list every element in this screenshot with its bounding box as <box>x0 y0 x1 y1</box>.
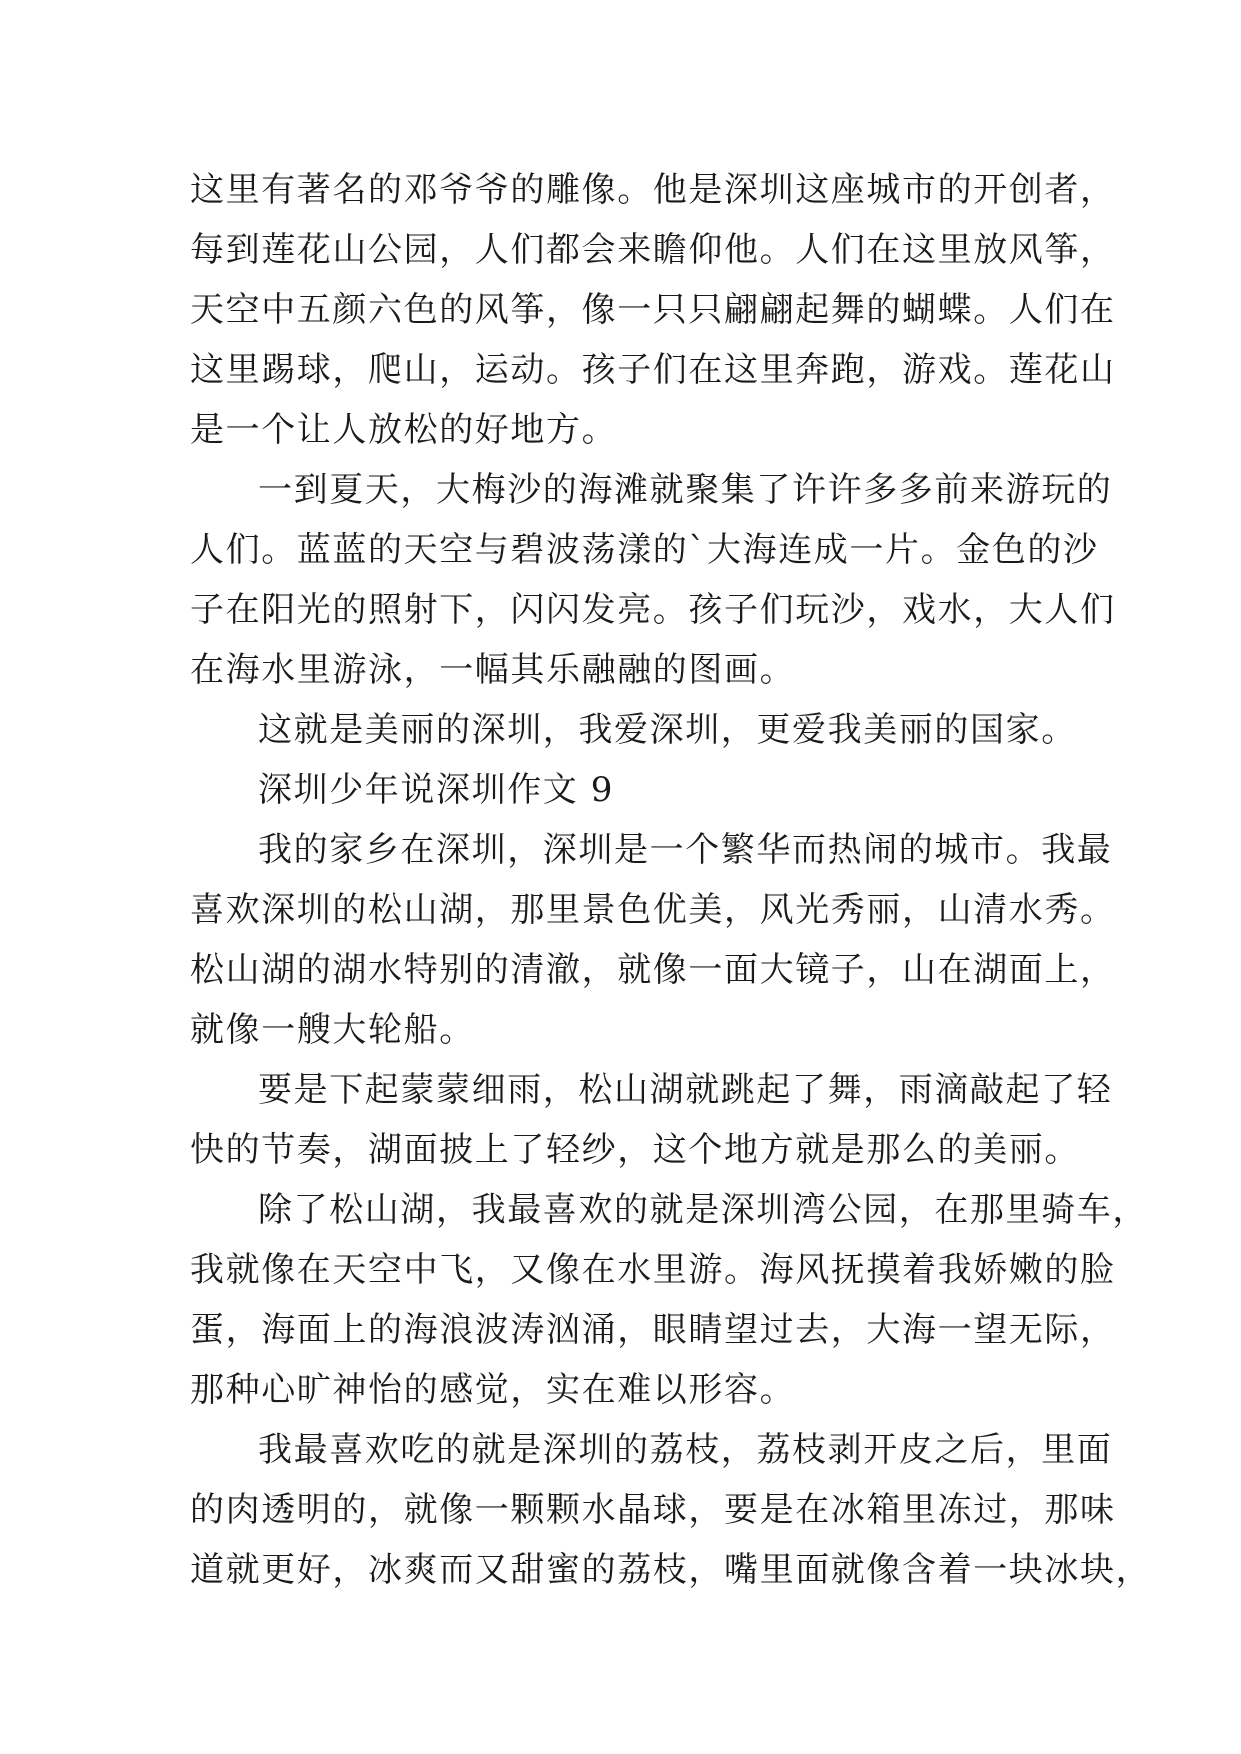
text-line: 松山湖的湖水特别的清澈，就像一面大镜子，山在湖面上， <box>190 950 1116 990</box>
text-line: 每到莲花山公园，人们都会来瞻仰他。人们在这里放风筝， <box>190 230 1116 270</box>
text-line: 子在阳光的照射下，闪闪发亮。孩子们玩沙，戏水，大人们 <box>190 590 1116 630</box>
text-line: 的肉透明的，就像一颗颗水晶球，要是在冰箱里冻过，那味 <box>190 1490 1116 1530</box>
paragraph-first-line: 我最喜欢吃的就是深圳的荔枝，荔枝剥开皮之后，里面 <box>258 1430 1113 1470</box>
text-line: 那种心旷神怡的感觉，实在难以形容。 <box>190 1370 796 1410</box>
paragraph-first-line: 一到夏天，大梅沙的海滩就聚集了许许多多前来游玩的 <box>258 470 1113 510</box>
text-line: 我就像在天空中飞，又像在水里游。海风抚摸着我娇嫩的脸 <box>190 1250 1116 1290</box>
text-line: 在海水里游泳，一幅其乐融融的图画。 <box>190 650 796 690</box>
section-heading: 深圳少年说深圳作文 9 <box>258 770 615 810</box>
text-line: 是一个让人放松的好地方。 <box>190 410 618 450</box>
text-line: 就像一艘大轮船。 <box>190 1010 475 1050</box>
text-line: 道就更好，冰爽而又甜蜜的荔枝，嘴里面就像含着一块冰块， <box>190 1550 1152 1590</box>
text-line: 快的节奏，湖面披上了轻纱，这个地方就是那么的美丽。 <box>190 1130 1080 1170</box>
text-line: 蛋，海面上的海浪波涛汹涌，眼睛望过去，大海一望无际， <box>190 1310 1116 1350</box>
paragraph-first-line: 要是下起蒙蒙细雨，松山湖就跳起了舞，雨滴敲起了轻 <box>258 1070 1113 1110</box>
paragraph-first-line: 除了松山湖，我最喜欢的就是深圳湾公园，在那里骑车， <box>258 1190 1148 1230</box>
paragraph-first-line: 这就是美丽的深圳，我爱深圳，更爱我美丽的国家。 <box>258 710 1077 750</box>
text-line: 这里有著名的邓爷爷的雕像。他是深圳这座城市的开创者， <box>190 170 1116 210</box>
text-line: 这里踢球，爬山，运动。孩子们在这里奔跑，游戏。莲花山 <box>190 350 1116 390</box>
text-line: 喜欢深圳的松山湖，那里景色优美，风光秀丽，山清水秀。 <box>190 890 1116 930</box>
paragraph-first-line: 我的家乡在深圳，深圳是一个繁华而热闹的城市。我最 <box>258 830 1113 870</box>
text-line: 天空中五颜六色的风筝，像一只只翩翩起舞的蝴蝶。人们在 <box>190 290 1116 330</box>
text-line: 人们。蓝蓝的天空与碧波荡漾的`大海连成一片。金色的沙 <box>190 530 1099 570</box>
